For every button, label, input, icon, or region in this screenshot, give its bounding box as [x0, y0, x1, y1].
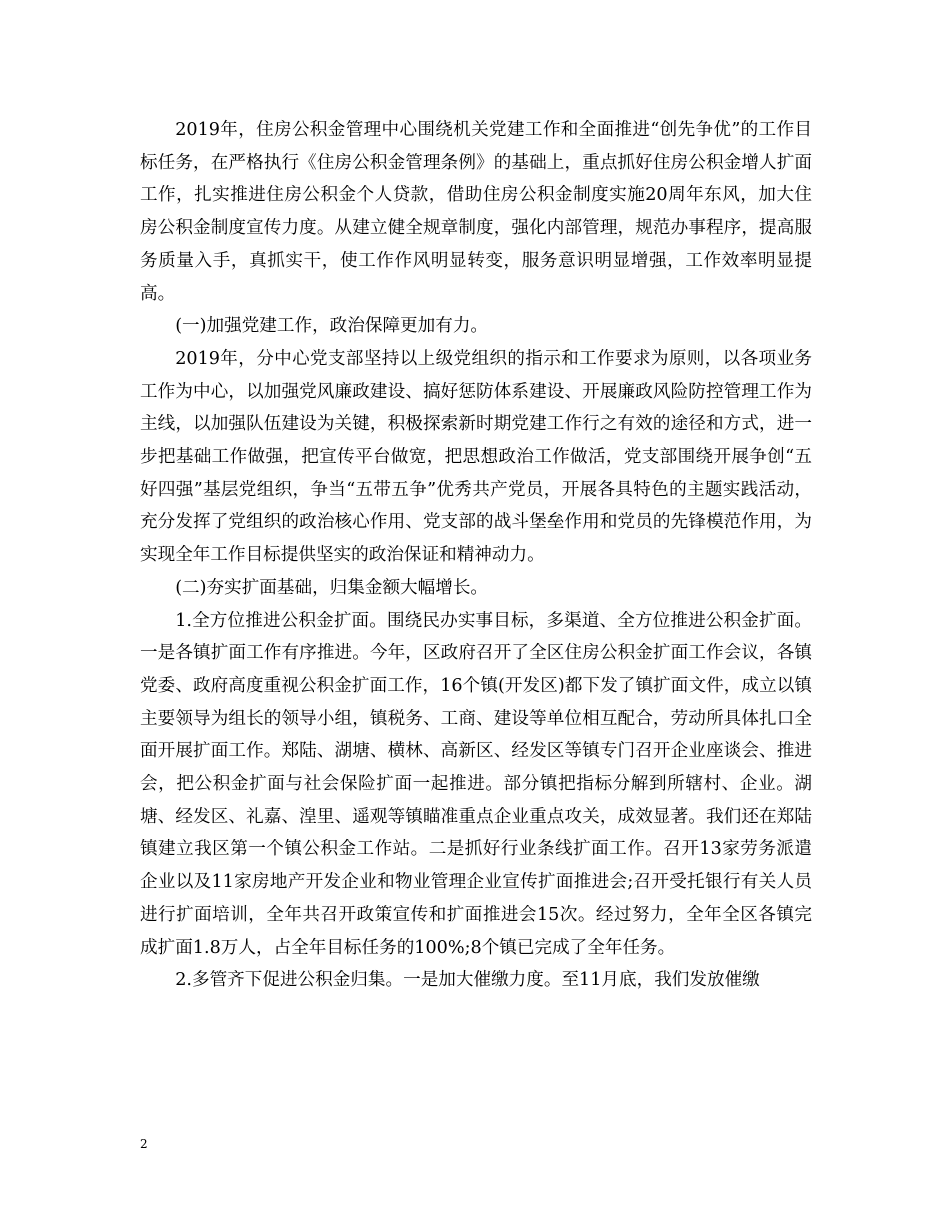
section-heading-expansion: (二)夯实扩面基础，归集金额大幅增长。: [175, 577, 489, 598]
intro-paragraph: 2019年，住房公积金管理中心围绕机关党建工作和全面推进“创先争优”的工作目标任务，在严格执行《住房公积金管理条例》的基础上，重点抓好住房公积金增人扩面工作，扎实推进住房公积金个人贷款，借助住房公积金制度实施20周年东风，加大住房公积金制度宣传力度。从建立健全规章制度，强化内部管理，规范办事程序，提高服务质量入手，真抓实干，使工作作风明显转变，服务意识明显增强，工作效率明显提高。: [140, 120, 812, 304]
section-heading-party-building: (一)加强党建工作，政治保障更加有力。: [175, 316, 489, 337]
document-body: [140, 114, 812, 997]
party-building-paragraph: 2019年，分中心党支部坚持以上级党组织的指示和工作要求为原则，以各项业务工作为中心，以加强党风廉政建设、搞好惩防体系建设、开展廉政风险防控管理工作为主线，以加强队伍建设为关键，积极探索新时期党建工作行之有效的途径和方式，进一步把基础工作做强，把宣传平台做宽，把思想政治工作做活，党支部围绕开展争创“五好四强”基层党组织，争当“五带五争”优秀共产党员，开展各具特色的主题实践活动，充分发挥了党组织的政治核心作用、党支部的战斗堡垒作用和党员的先锋模范作用，为实现全年工作目标提供坚实的政治保证和精神动力。: [140, 348, 812, 566]
page-number: 2: [140, 1137, 148, 1151]
expansion-paragraph: 1.全方位推进公积金扩面。围绕民办实事目标，多渠道、全方位推进公积金扩面。一是各镇扩面工作有序推进。今年，区政府召开了全区住房公积金扩面工作会议，各镇党委、政府高度重视公积金扩面工作，16个镇(开发区)都下发了镇扩面文件，成立以镇主要领导为组长的领导小组，镇税务、工商、建设等单位相互配合，劳动所具体扎口全面开展扩面工作。郑陆、湖塘、横林、高新区、经发区等镇专门召开企业座谈会、推进会，把公积金扩面与社会保险扩面一起推进。部分镇把指标分解到所辖村、企业。湖塘、经发区、礼嘉、湟里、遥观等镇瞄准重点企业重点攻关，成效显著。我们还在郑陆镇建立我区第一个镇公积金工作站。二是抓好行业条线扩面工作。召开13家劳务派遣企业以及11家房地产开发企业和物业管理企业宣传扩面推进会;召开受托银行有关人员进行扩面培训，全年共召开政策宣传和扩面推进会15次。经过努力，全年全区各镇完成扩面1.8万人，占全年目标任务的100%;8个镇已完成了全年任务。: [140, 610, 812, 958]
collection-paragraph: 2.多管齐下促进公积金归集。一是加大催缴力度。至11月底，我们发放催缴: [175, 970, 760, 991]
